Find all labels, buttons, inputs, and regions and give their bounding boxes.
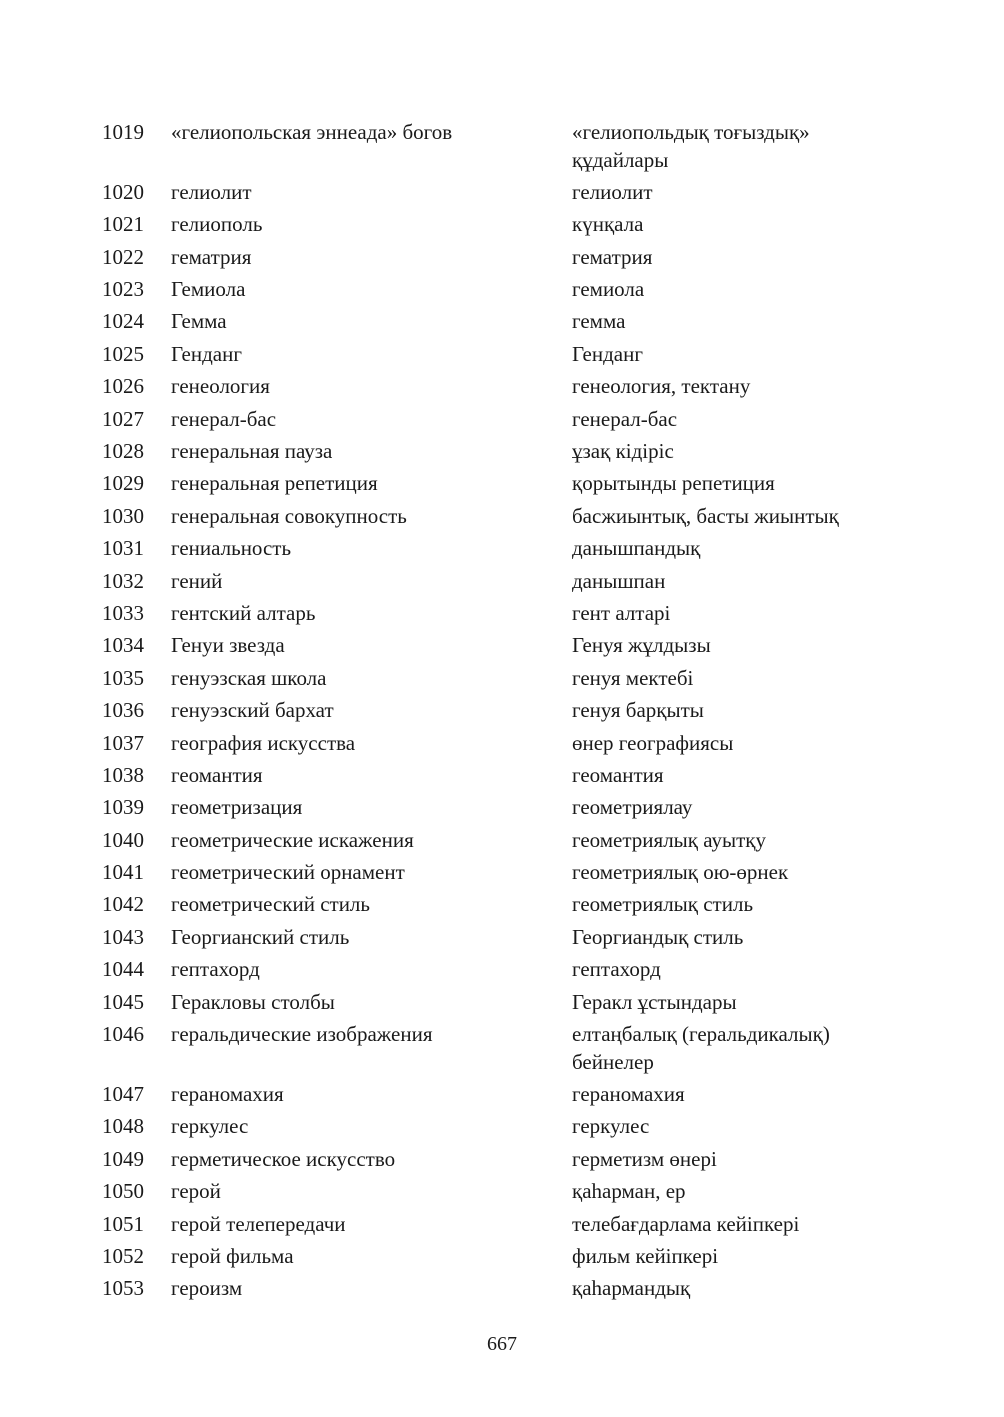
glossary-row <box>0 1243 1004 1275</box>
kazakh-term: геометриялау <box>572 795 693 820</box>
kazakh-term: геометриялық стиль <box>572 892 754 917</box>
kazakh-term: генуя барқыты <box>572 698 704 723</box>
entry-number: 1053 <box>102 1276 144 1301</box>
entry-number: 1032 <box>102 568 144 593</box>
glossary-row <box>0 600 1004 632</box>
glossary-row <box>0 179 1004 211</box>
russian-term: геомантия <box>171 762 263 787</box>
glossary-row <box>0 859 1004 891</box>
kazakh-term: гелиолит <box>572 179 653 204</box>
entry-number: 1047 <box>102 1081 144 1106</box>
glossary-row <box>0 989 1004 1021</box>
glossary-row <box>0 244 1004 276</box>
entry-number: 1046 <box>102 1022 144 1047</box>
kazakh-term: қорытынды репетиция <box>572 471 775 496</box>
glossary-row <box>0 730 1004 762</box>
kazakh-term: гематрия <box>572 244 653 269</box>
kazakh-term: герметизм өнері <box>572 1146 717 1171</box>
russian-term: героизм <box>171 1276 243 1301</box>
glossary-row <box>0 1081 1004 1113</box>
kazakh-term: гемма <box>572 309 626 334</box>
glossary-row <box>0 341 1004 373</box>
russian-term: генерал-бас <box>171 406 277 431</box>
entry-number: 1021 <box>102 212 144 237</box>
russian-term: гелиополь <box>171 212 263 237</box>
entry-number: 1049 <box>102 1146 144 1171</box>
russian-term: геометрические искажения <box>171 827 414 852</box>
russian-term: герой телепередачи <box>171 1211 346 1236</box>
russian-term: генеральная репетиция <box>171 471 378 496</box>
kazakh-term: геркулес <box>572 1114 650 1139</box>
kazakh-term: қаһармандық <box>572 1276 691 1301</box>
entry-number: 1023 <box>102 277 144 302</box>
kazakh-term: генуя мектебі <box>572 665 694 690</box>
russian-term: гептахорд <box>171 957 260 982</box>
glossary-row <box>0 211 1004 243</box>
glossary-row <box>0 1275 1004 1307</box>
glossary-row <box>0 762 1004 794</box>
entry-number: 1035 <box>102 665 144 690</box>
glossary-row <box>0 535 1004 567</box>
kazakh-term: Геракл ұстындары <box>572 989 737 1014</box>
glossary-row <box>0 1021 1004 1081</box>
russian-term: Генуи звезда <box>171 633 285 658</box>
russian-term: геометризация <box>171 795 303 820</box>
russian-term: гераномахия <box>171 1081 284 1106</box>
russian-term: герметическое искусство <box>171 1146 396 1171</box>
russian-term: Гемиола <box>171 277 246 302</box>
entry-number: 1025 <box>102 341 144 366</box>
russian-term: геральдические изображения <box>171 1022 433 1047</box>
entry-number: 1036 <box>102 698 144 723</box>
entry-number: 1034 <box>102 633 144 658</box>
entry-number: 1040 <box>102 827 144 852</box>
kazakh-term: өнер географиясы <box>572 730 734 755</box>
russian-term: герой фильма <box>171 1243 294 1268</box>
kazakh-term: фильм кейіпкері <box>572 1243 719 1268</box>
kazakh-term: «гелиопольдық тоғыздық» құдайлары <box>572 120 810 172</box>
entry-number: 1045 <box>102 989 144 1014</box>
russian-term: гениальность <box>171 536 292 561</box>
glossary-row <box>0 827 1004 859</box>
russian-term: гематрия <box>171 244 252 269</box>
russian-term: Генданг <box>171 341 242 366</box>
kazakh-term: геометриялық ою-өрнек <box>572 860 789 885</box>
entry-number: 1048 <box>102 1114 144 1139</box>
entry-number: 1030 <box>102 503 144 528</box>
russian-term: герой <box>171 1179 221 1204</box>
russian-term: генуэзский бархат <box>171 698 334 723</box>
russian-term: гений <box>171 568 223 593</box>
kazakh-term: гептахорд <box>572 957 661 982</box>
entry-number: 1041 <box>102 860 144 885</box>
russian-term: география искусства <box>171 730 356 755</box>
entry-number: 1042 <box>102 892 144 917</box>
russian-term: генеральная совокупность <box>171 503 407 528</box>
russian-term: Георгианский стиль <box>171 924 350 949</box>
glossary-row <box>0 438 1004 470</box>
entry-number: 1031 <box>102 536 144 561</box>
glossary-row <box>0 276 1004 308</box>
kazakh-term: телебағдарлама кейіпкері <box>572 1211 800 1236</box>
kazakh-term: гемиола <box>572 277 645 302</box>
glossary-row <box>0 308 1004 340</box>
entry-number: 1024 <box>102 309 144 334</box>
kazakh-term: басжиынтық, басты жиынтық <box>572 503 839 528</box>
glossary-row <box>0 568 1004 600</box>
glossary-list <box>0 119 1004 1308</box>
glossary-row <box>0 406 1004 438</box>
entry-number: 1027 <box>102 406 144 431</box>
russian-term: гентский алтарь <box>171 600 316 625</box>
entry-number: 1020 <box>102 179 144 204</box>
russian-term: геометрический орнамент <box>171 860 405 885</box>
glossary-row <box>0 794 1004 826</box>
glossary-row <box>0 373 1004 405</box>
glossary-row <box>0 924 1004 956</box>
kazakh-term: Георгиандық стиль <box>572 924 744 949</box>
entry-number: 1044 <box>102 957 144 982</box>
entry-number: 1033 <box>102 600 144 625</box>
entry-number: 1043 <box>102 924 144 949</box>
russian-term: геркулес <box>171 1114 249 1139</box>
page-number: 667 <box>487 1333 517 1355</box>
kazakh-term: елтаңбалық (геральдикалық) бейнелер <box>572 1022 830 1074</box>
glossary-row <box>0 119 1004 179</box>
kazakh-term: Генуя жұлдызы <box>572 633 711 658</box>
kazakh-term: ұзақ кідіріс <box>572 439 674 464</box>
kazakh-term: геометриялық ауытқу <box>572 827 766 852</box>
glossary-row <box>0 665 1004 697</box>
russian-term: генеология <box>171 374 270 399</box>
glossary-row <box>0 1113 1004 1145</box>
glossary-row <box>0 1146 1004 1178</box>
kazakh-term: Генданг <box>572 341 643 366</box>
entry-number: 1051 <box>102 1211 144 1236</box>
entry-number: 1038 <box>102 762 144 787</box>
entry-number: 1022 <box>102 244 144 269</box>
kazakh-term: данышпан <box>572 568 666 593</box>
glossary-row <box>0 891 1004 923</box>
russian-term: Гемма <box>171 309 227 334</box>
kazakh-term: қаһарман, ер <box>572 1179 686 1204</box>
kazakh-term: күнқала <box>572 212 644 237</box>
russian-term: геометрический стиль <box>171 892 370 917</box>
glossary-row <box>0 1211 1004 1243</box>
kazakh-term: генеология, тектану <box>572 374 751 399</box>
russian-term: генуэзская школа <box>171 665 327 690</box>
kazakh-term: гент алтарі <box>572 600 671 625</box>
glossary-row <box>0 956 1004 988</box>
russian-term: Геракловы столбы <box>171 989 335 1014</box>
entry-number: 1052 <box>102 1243 144 1268</box>
entry-number: 1019 <box>102 120 144 144</box>
entry-number: 1037 <box>102 730 144 755</box>
glossary-row <box>0 697 1004 729</box>
kazakh-term: геомантия <box>572 762 664 787</box>
kazakh-term: данышпандық <box>572 536 701 561</box>
entry-number: 1026 <box>102 374 144 399</box>
glossary-row <box>0 1178 1004 1210</box>
entry-number: 1039 <box>102 795 144 820</box>
glossary-row <box>0 503 1004 535</box>
entry-number: 1028 <box>102 439 144 464</box>
entry-number: 1050 <box>102 1179 144 1204</box>
glossary-row <box>0 470 1004 502</box>
russian-term: генеральная пауза <box>171 439 333 464</box>
kazakh-term: гераномахия <box>572 1081 685 1106</box>
glossary-row <box>0 632 1004 664</box>
kazakh-term: генерал-бас <box>572 406 678 431</box>
entry-number: 1029 <box>102 471 144 496</box>
russian-term: «гелиопольская эннеада» богов <box>171 120 453 144</box>
russian-term: гелиолит <box>171 179 252 204</box>
